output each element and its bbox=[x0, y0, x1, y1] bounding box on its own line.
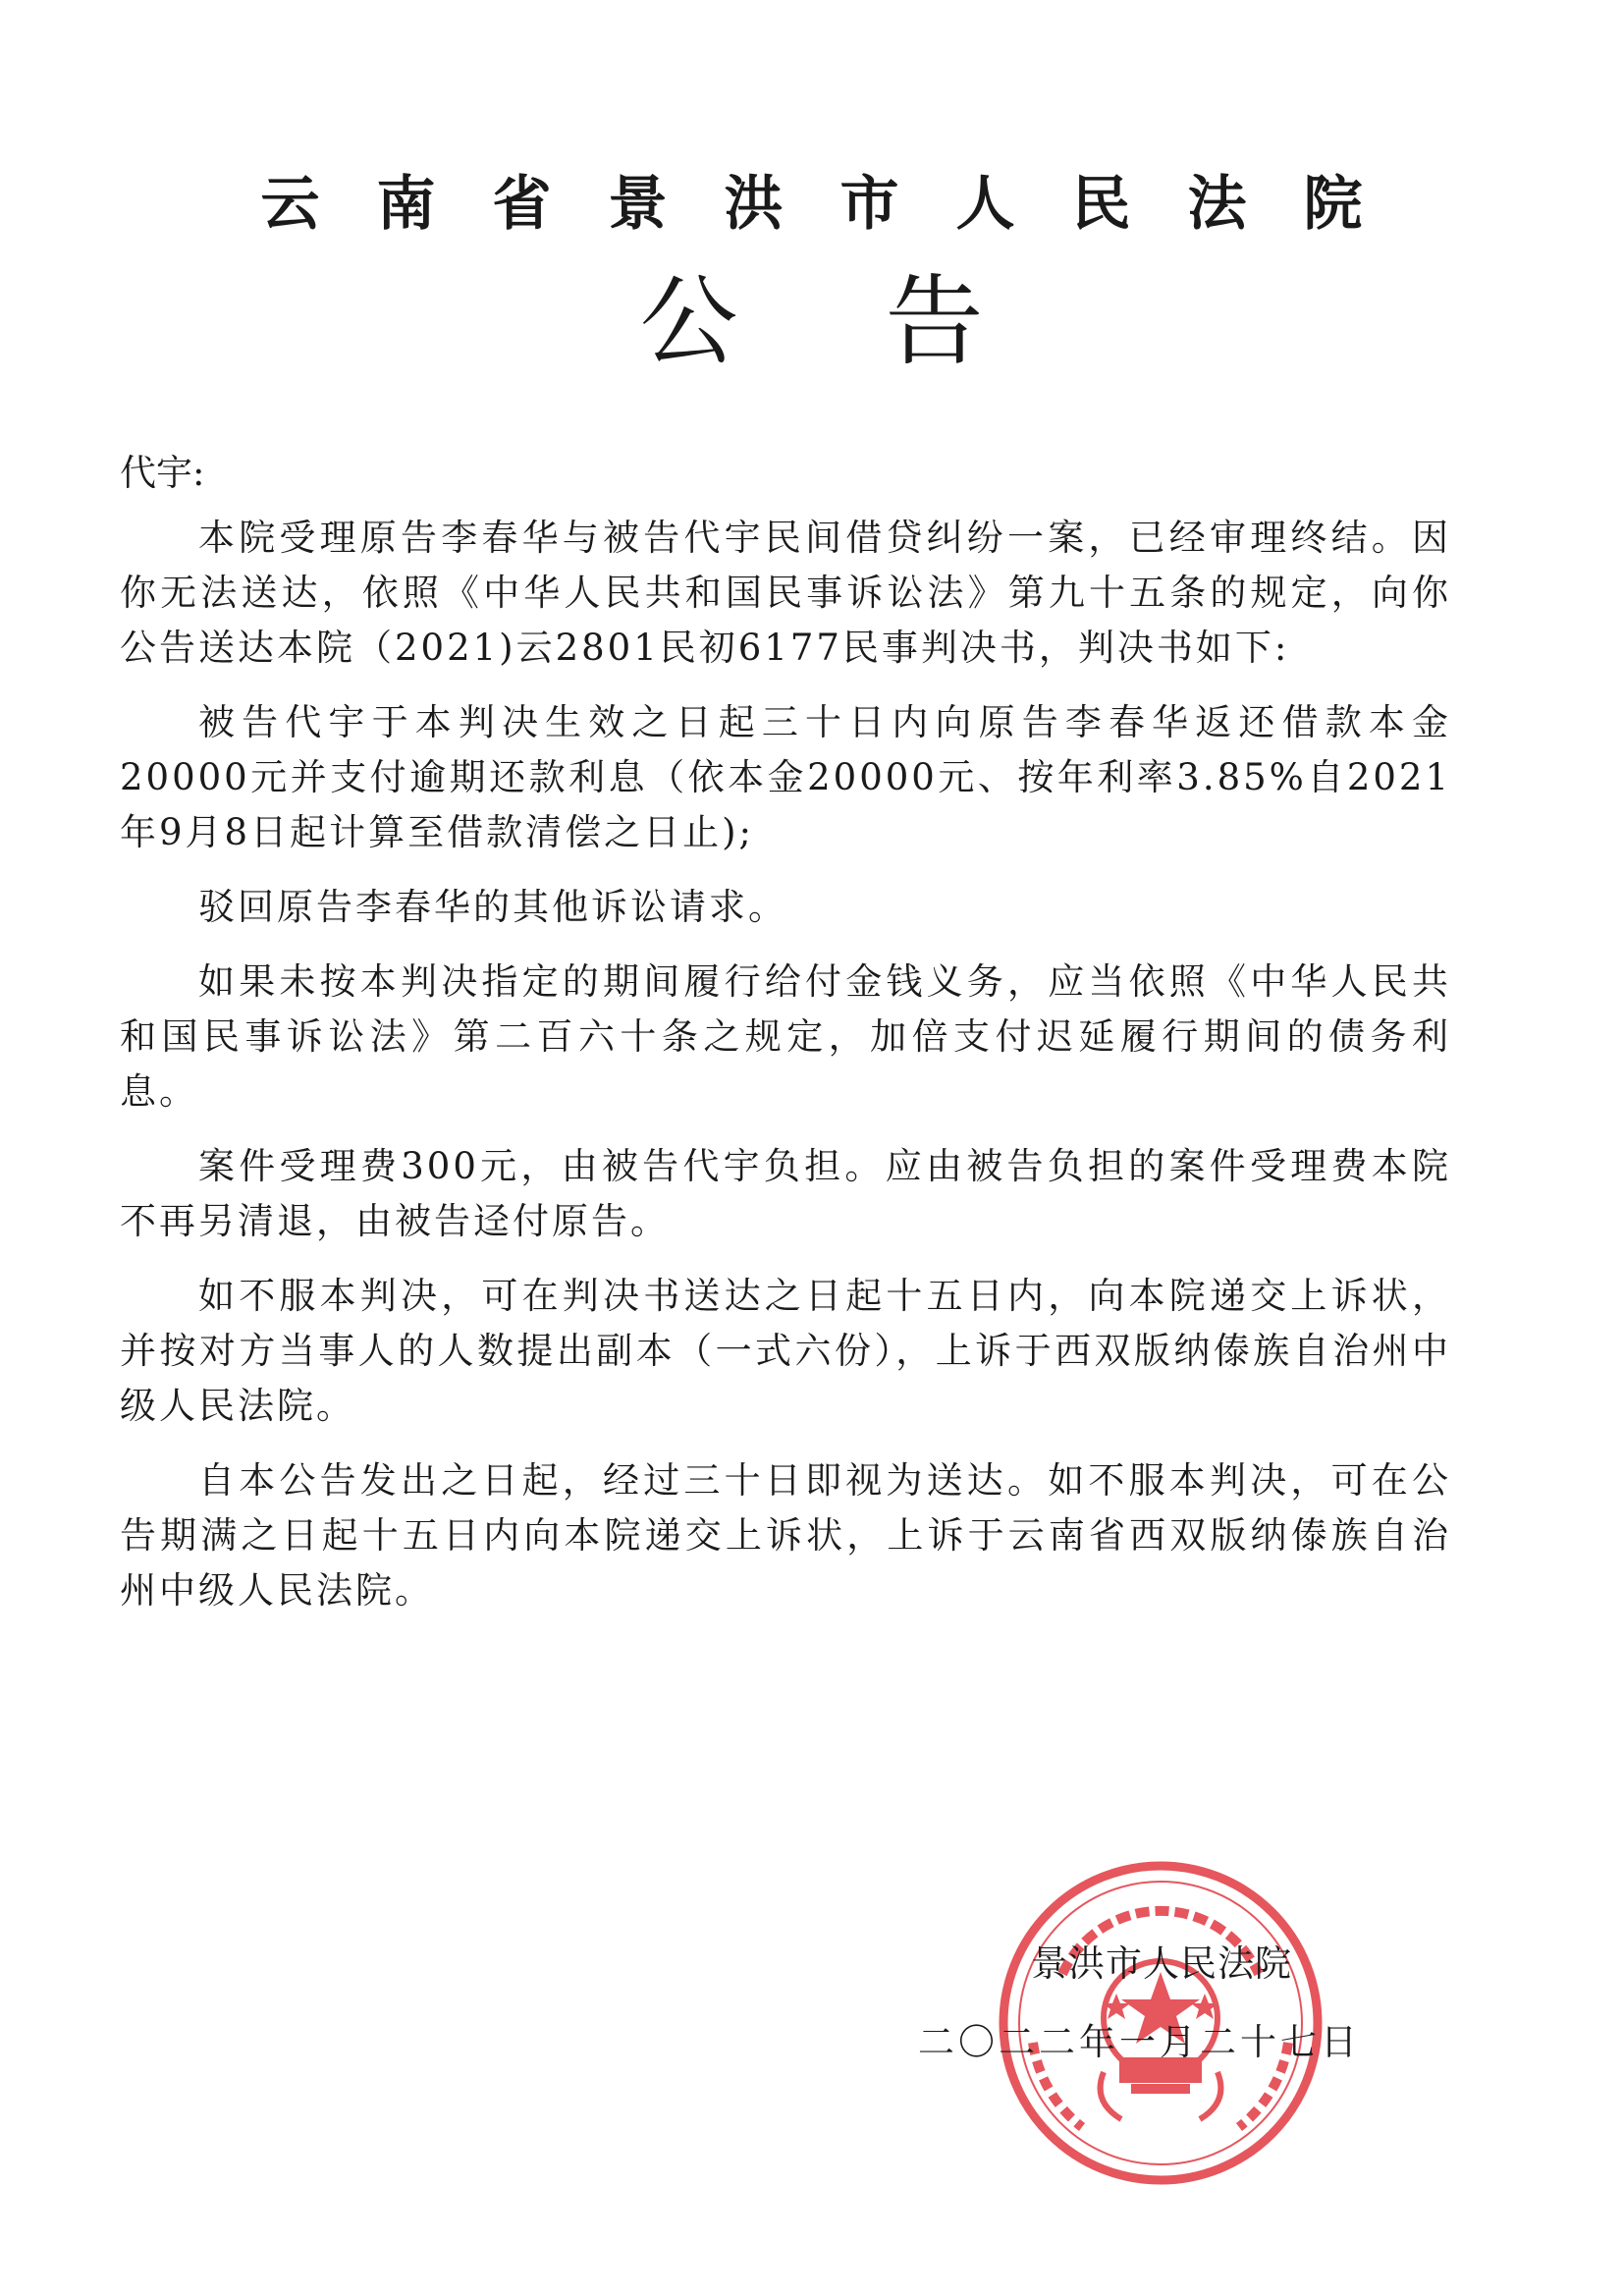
paragraph-judgment-dismissal: 驳回原告李春华的其他诉讼请求。 bbox=[198, 886, 787, 928]
paragraph-service-effective: 自本公告发出之日起，经过三十日即视为送达。如不服本判决，可在公告期满之日起十五日内向本院递交上诉状，上诉于云南省西双版纳傣族自治州中级人民法院。 bbox=[120, 1459, 1451, 1612]
paragraph-late-interest: 如果未按本判决指定的期间履行给付金钱义务，应当依照《中华人民共和国民事诉讼法》第二百六十条之规定，加倍支付迟延履行期间的债务利息。 bbox=[120, 960, 1451, 1113]
notice-body bbox=[120, 511, 1451, 1638]
paragraph-case-intro: 本院受理原告李春华与被告代宇民间借贷纠纷一案，已经审理终结。因你无法送达，依照《中华人民共和国民事诉讼法》第九十五条的规定，向你公告送达本院（2021)云2801民初6177民事判决书，判决书如下: bbox=[120, 517, 1451, 669]
paragraph-judgment-repayment: 被告代宇于本判决生效之日起三十日内向原告李春华返还借款本金20000元并支付逾期还款利息（依本金20000元、按年利率3.85%自2021年9月8日起计算至借款清偿之日止); bbox=[120, 701, 1451, 853]
signature-court-name: 景洪市人民法院 bbox=[1031, 1942, 1292, 1985]
court-name-heading: 云南省景洪市人民法院 bbox=[260, 170, 1420, 239]
document-title: 公告 bbox=[639, 264, 1131, 379]
signature-date: 二〇二二年一月二十七日 bbox=[918, 2021, 1361, 2063]
addressee: 代宇: bbox=[120, 452, 205, 494]
paragraph-case-fee: 案件受理费300元，由被告代宇负担。应由被告负担的案件受理费本院不再另清退，由被告迳付原告。 bbox=[120, 1145, 1451, 1242]
paragraph-appeal-rights: 如不服本判决，可在判决书送达之日起十五日内，向本院递交上诉状，并按对方当事人的人数提出副本（一式六份），上诉于西双版纳傣族自治州中级人民法院。 bbox=[120, 1275, 1451, 1427]
